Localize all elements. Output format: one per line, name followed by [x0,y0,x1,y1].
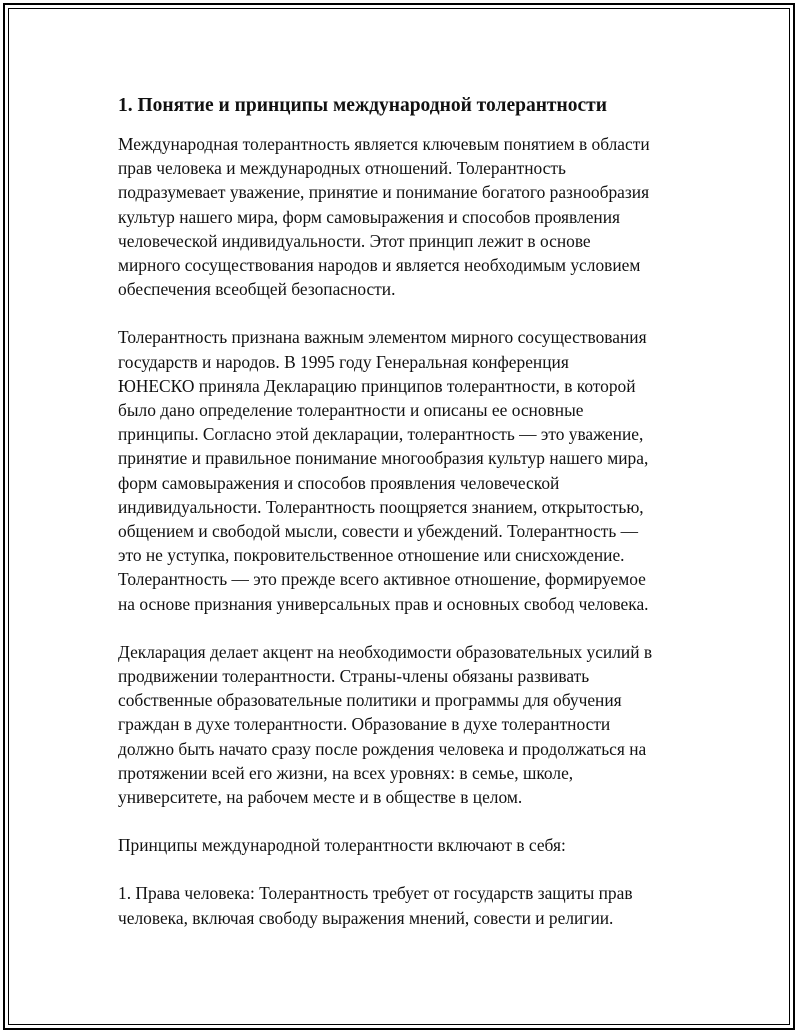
text-line: принципы. Согласно этой декларации, толерантность — это уважение, [118,424,644,445]
text-line: человеческой индивидуальности. Этот принцип лежит в основе [118,230,591,251]
text-line: продвижении толерантности. Страны-члены обязаны развивать [118,666,590,687]
text-line: индивидуальности. Толерантность поощряется знанием, открытостью, [118,496,644,517]
text-line: подразумевает уважение, принятие и понимание богатого разнообразия [118,182,650,203]
text-line: Толерантность — это прежде всего активное отношение, формируемое [118,569,646,590]
text-line: принятие и правильное понимание многообразия культур нашего мира, [118,448,649,469]
text-line: собственные образовательные политики и программы для обучения [118,690,622,711]
text-line: человека, включая свободу выражения мнений, совести и религии. [118,907,614,928]
text-line: Принципы международной толерантности включают в себя: [118,835,566,856]
document-body [118,94,688,954]
list-item-human-rights [118,881,688,929]
text-line: Декларация делает акцент на необходимости образовательных усилий в [118,641,653,662]
text-line: ЮНЕСКО приняла Декларацию принципов толерантности, в которой [118,375,636,396]
paragraph-principles-intro [118,833,688,857]
paragraph-education [118,640,688,809]
text-line: общением и свободой мысли, совести и убеждений. Толерантность — [118,521,639,542]
paragraph-unesco-declaration [118,325,688,615]
text-line: Международная толерантность является ключевым понятием в области [118,134,650,154]
text-line: обеспечения всеобщей безопасности. [118,279,396,300]
text-line: должно быть начато сразу после рождения человека и продолжаться на [118,738,647,759]
text-line: 1. Права человека: Толерантность требует от государств защиты прав [118,883,633,904]
text-line: государств и народов. В 1995 году Генеральная конференция [118,351,569,372]
text-line: было дано определение толерантности и описаны ее основные [118,400,584,421]
text-line: университете, на рабочем месте и в обществе в целом. [118,787,523,808]
text-line: прав человека и международных отношений. Толерантность [118,158,566,179]
text-line: на основе признания универсальных прав и основных свобод человека. [118,593,649,614]
text-line: культур нашего мира, форм самовыражения и способов проявления [118,206,621,227]
section-heading: 1. Понятие и принципы международной толерантности [118,95,607,116]
text-line: Толерантность признана важным элементом мирного сосуществования [118,327,647,348]
text-line: это не уступка, покровительственное отношение или снисхождение. [118,545,625,566]
text-line: форм самовыражения и способов проявления человеческой [118,472,560,493]
text-line: протяжении всей его жизни, на всех уровнях: в семье, школе, [118,762,574,783]
paragraph-intro [118,132,688,301]
text-line: мирного сосуществования народов и является необходимым условием [118,255,641,276]
text-line: граждан в духе толерантности. Образование в духе толерантности [118,714,611,735]
